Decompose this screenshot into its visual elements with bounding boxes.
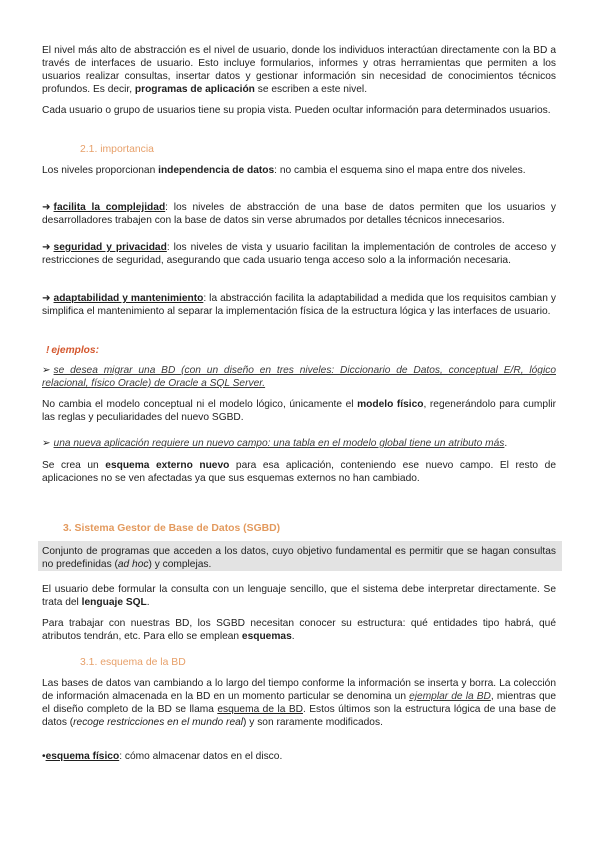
paragraph-user-views: Cada usuario o grupo de usuarios tiene su propia vista. Pueden ocultar información para determinados usuarios. [42, 105, 551, 116]
paragraph-physical-model: No cambia el modelo conceptual ni el modelo lógico, únicamente el modelo físico, regenerándolo para cumplir las reglas y peculiaridades del nuevo SGBD. [42, 399, 556, 423]
paragraph-schema-definition: Las bases de datos van cambiando a lo largo del tiempo conforme la información se inserta y borra. La colección de información almacenada en la BD en un momento particular se denomina un ejemplar de la BD, mientras que el diseño completo de la BD se llama esquema de la BD. Estos últimos son la estructura lógica de una base de datos (recoge restricciones en el mundo real) y son raramente modificados. [42, 678, 556, 728]
example-migration: ➢ se desea migrar una BD (con un diseño en tres niveles: Diccionario de Datos, conceptual E/R, lógico relacional, físico Oracle) de Oracle a SQL Server. [42, 365, 556, 389]
arrow-icon: ➜ [42, 293, 51, 304]
paragraph-user-level: El nivel más alto de abstracción es el nivel de usuario, donde los individuos interactúan directamente con la BD a través de interfaces de usuario. Esto incluye formularios, informes y otras herramientas que permiten a los usuarios realizar consultas, insertar datos y gestionar información sin necesidad de conocimientos técnicos profundos. Es decir, programas de aplicación se escriben a este nivel. [42, 45, 556, 95]
section-heading-sgbd: 3. Sistema Gestor de Base de Datos (SGBD) [63, 523, 281, 534]
arrowhead-icon: ➢ [42, 365, 51, 376]
paragraph-sql: El usuario debe formular la consulta con un lenguaje sencillo, que el sistema debe interpretar directamente. Se trata del lenguaje SQL. [42, 584, 556, 608]
bullet-security: ➜ seguridad y privacidad: los niveles de vista y usuario facilitan la implementación de controles de acceso y restricciones de seguridad, asegurando que cada usuario tenga acceso solo a la información necesaria. [42, 242, 557, 266]
section-heading-esquema: 3.1. esquema de la BD [80, 657, 186, 668]
arrow-icon: ➜ [42, 242, 51, 253]
examples-label: ! ejemplos: [46, 345, 99, 356]
bullet-complexity: ➜ facilita la complejidad: los niveles de abstracción de una base de datos permiten que los usuarios y desarrolladores trabajen con la base de datos sin verse abrumados por detalles técnicos innecesarios. [42, 202, 556, 226]
example-new-field: ➢ una nueva aplicación requiere un nuevo campo: una tabla en el modelo global tiene un atributo más. [42, 438, 508, 449]
paragraph-schemas: Para trabajar con nuestras BD, los SGBD necesitan conocer su estructura: qué entidades tipo habrá, qué atributos tendrán, etc. Para ello se emplean esquemas. [42, 618, 556, 642]
bold-term: programas de aplicación [134, 84, 255, 95]
paragraph-independence: Los niveles proporcionan independencia de datos: no cambia el esquema sino el mapa entre dos niveles. [42, 165, 526, 176]
bullet-adaptability: ➜ adaptabilidad y mantenimiento: la abstracción facilita la adaptabilidad a medida que los requisitos cambian y simplifica el mantenimiento al separar la implementación física de la estructura lógica y las interfaces de usuario. [42, 293, 556, 317]
definition-sgbd: Conjunto de programas que acceden a los datos, cuyo objetivo fundamental es permitir que se hagan consultas no predefinidas (ad hoc) y complejas. [42, 546, 556, 570]
bullet-physical-schema: •esquema físico: cómo almacenar datos en el disco. [42, 751, 283, 762]
term-esquema: esquema de la BD [217, 704, 303, 715]
arrowhead-icon: ➢ [42, 438, 51, 449]
arrow-icon: ➜ [42, 202, 51, 213]
bullet-icon: • [42, 751, 46, 762]
exclamation-icon: ! [46, 345, 50, 356]
term-ejemplar: ejemplar de la BD [409, 691, 491, 702]
paragraph-external-schema: Se crea un esquema externo nuevo para esa aplicación, conteniendo ese nuevo campo. El resto de aplicaciones no se ven afectadas ya que sus esquemas externos no han cambiado. [42, 460, 556, 484]
section-heading-importancia: 2.1. importancia [80, 144, 154, 155]
